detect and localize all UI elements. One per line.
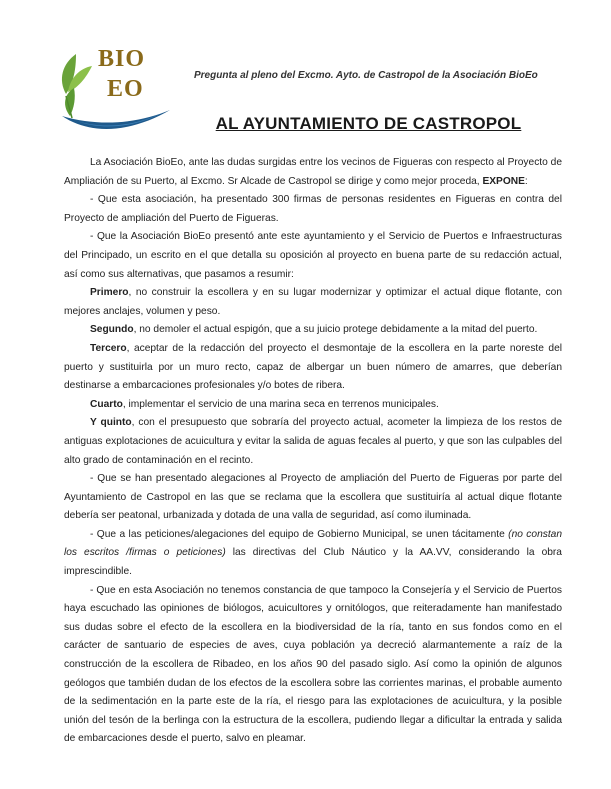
point-tercero: Tercero, aceptar de la redacción del proyecto el desmontaje de la escollera en la parte noreste del puerto y sustituirla por un muro recto, capaz de albergar un buen número de amarres, que deberían destinarse a embarcaciones profesionales y/o botes de ribera. xyxy=(64,342,562,392)
paragraph-peticiones: - Que a las peticiones/alegaciones del equipo de Gobierno Municipal, se unen tácitamente (no constan los escritos /firmas o peticiones) las directivas del Club Náutico y la AA.VV, considerando la obra imprescindible. xyxy=(64,528,562,578)
paragraph-escrito: - Que la Asociación BioEo presentó ante este ayuntamiento y el Servicio de Puertos e Infraestructuras del Principado, un escrito en el que detalla su oposición al proyecto en buena parte de su redacción actual, así como sus alternativas, que pasamos a resumir: xyxy=(64,231,562,280)
intro-paragraph: La Asociación BioEo, ante las dudas surgidas entre los vecinos de Figueras con respecto al Proyecto de Ampliación de su Puerto, al Excmo. Sr Alcade de Castropol se dirige y como mejor proceda, EXPONE: xyxy=(64,157,562,187)
logo-text-eo: EO xyxy=(107,76,144,102)
paragraph-firmas: - Que esta asociación, ha presentado 300 firmas de personas residentes en Figueras en contra del Proyecto de ampliación del Puerto de Figueras. xyxy=(64,194,562,224)
paragraph-consejeria: - Que en esta Asociación no tenemos constancia de que tampoco la Consejería y el Servicio de Puertos haya escuchado las opiniones de biólogos, acuicultores y ornitólogos, que reiteradamente han manifestado sus dudas sobre el efecto de la escollera en la biodiversidad de la ría, tanto en sus fondos como en el carácter de santuario de especies de aves, cuya población ya decreció alarmantemente a raíz de la construcción de la escollera de Ribadeo, en los años 90 del pasado siglo. Así como la opinión de algunos geólogos que también dudan de los efectos de la escollera sobre las corrientes marinas, el probable aumento de la sedimentación en la parte este de la ría, el riesgo para las explotaciones de acuicultura, y la posible unión del tesón de la berlinga con la estructura de la escollera, pudiendo llegar a dificultar la entrada y salida de embarcaciones desde el puerto, salvo en pleamar. xyxy=(64,584,562,745)
document-subtitle: Pregunta al pleno del Excmo. Ayto. de Castropol de la Asociación BioEo xyxy=(194,70,538,81)
paragraph-alegaciones: - Que se han presentado alegaciones al Proyecto de ampliación del Puerto de Figueras por parte del Ayuntamiento de Castropol en las que se reclama que la escollera que sustituiría al actual dique flotante debería ser peatonal, urbanizada y dotada de una valla de seguridad, así como iluminada. xyxy=(64,473,562,522)
document-body xyxy=(64,154,562,749)
document-title: AL AYUNTAMIENTO DE CASTROPOL xyxy=(215,114,522,133)
point-segundo: Segundo, no demoler el actual espigón, que a su juicio protege debidamente a la mitad del puerto. xyxy=(90,324,538,336)
point-cuarto: Cuarto, implementar el servicio de una marina seca en terrenos municipales. xyxy=(90,398,439,410)
logo-text-bio: BIO xyxy=(98,46,146,72)
point-quinto: Y quinto, con el presupuesto que sobraría del proyecto actual, acometer la limpieza de los restos de antiguas explotaciones de acuicultura y evitar la salida de aguas fecales al puerto, y que son las culpables del alto grado de contaminación en el recinto. xyxy=(64,417,562,466)
point-primero: Primero, no construir la escollera y en su lugar modernizar y optimizar el actual dique flotante, con mejores anclajes, volumen y peso. xyxy=(64,287,562,317)
